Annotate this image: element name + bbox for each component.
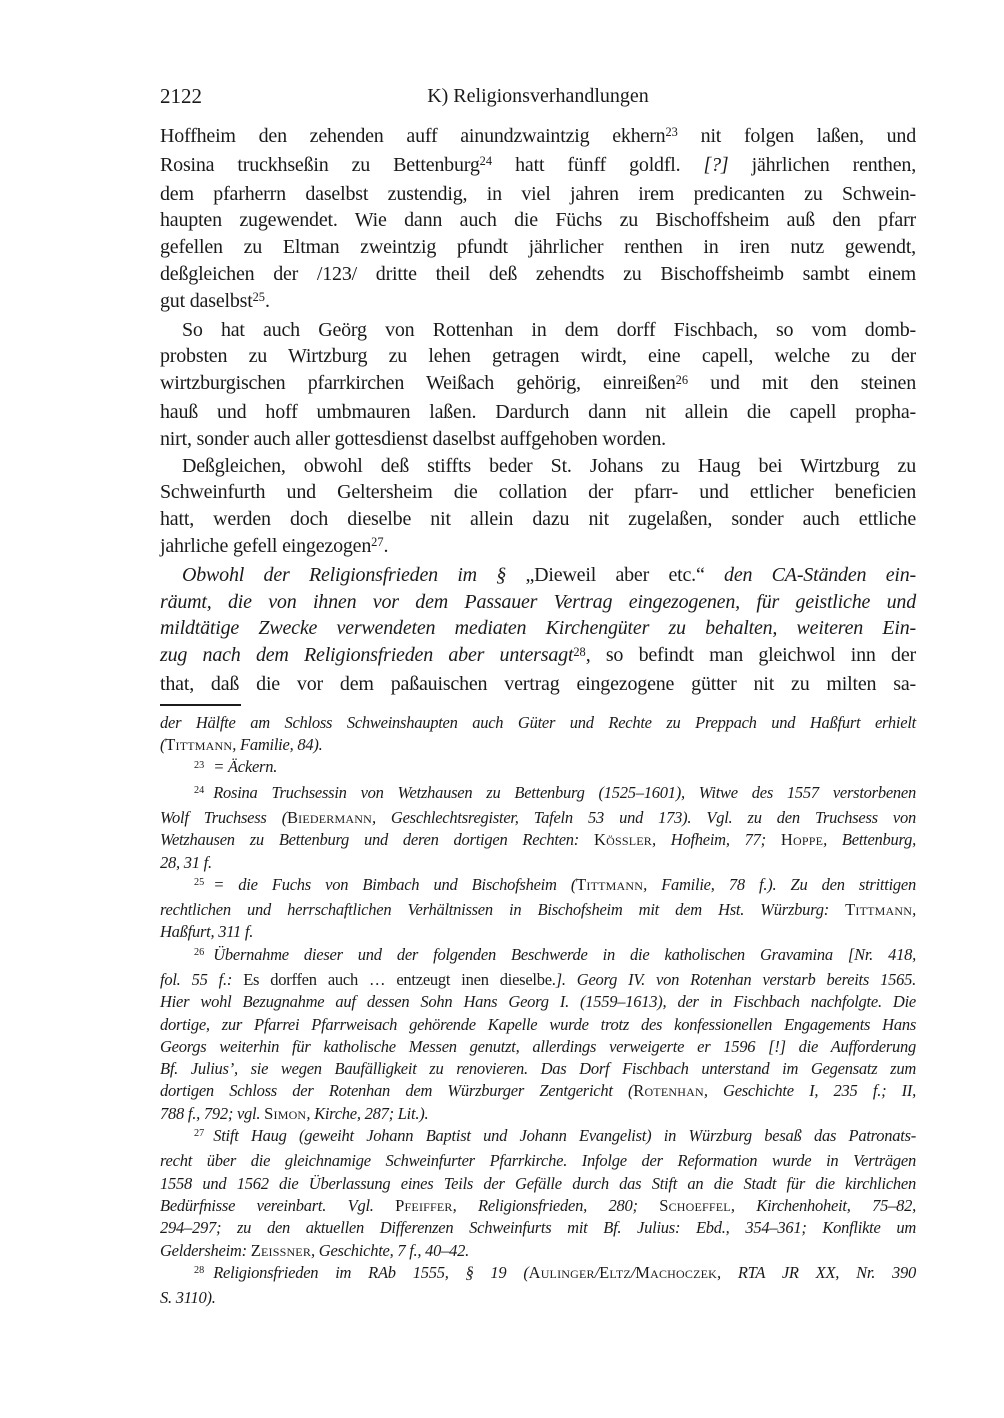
text-run: mildtätige Zwecke verwendeten mediaten Kirchengüter zu behalten, weiteren Ein- bbox=[160, 617, 916, 640]
text-line bbox=[160, 1240, 916, 1262]
footnote-ref: 26 bbox=[675, 372, 689, 387]
footnote-ref: 25 bbox=[252, 290, 265, 305]
footnote-marker: 26 bbox=[194, 947, 205, 959]
text-run: räumt, die von ihnen vor dem Passauer Vertrag eingezogenen, für geistliche und bbox=[160, 590, 916, 613]
author-smallcaps: Tittmann bbox=[576, 874, 644, 894]
text-run: der Hälfte am Schloss Schweinshaupten auch Güter und Rechte zu Preppach und Haßfurt erhielt bbox=[160, 712, 916, 732]
text-run: , Geschlechtsregister, Tafeln 53 und 173). Vgl. zu den Truchsess von bbox=[371, 807, 916, 827]
text-line bbox=[160, 1080, 916, 1102]
text-line bbox=[160, 1036, 916, 1058]
text-run: dem pfarherrn daselbst zustendig, in viel jahren irem predicanten zu Schwein- bbox=[160, 182, 916, 205]
page-number: 2122 bbox=[160, 84, 202, 108]
text-line bbox=[160, 829, 916, 851]
footnote-ref: 24 bbox=[479, 154, 493, 169]
text-line bbox=[160, 370, 916, 399]
text-run: Geldersheim: bbox=[160, 1240, 251, 1260]
text-run: 28, 31 f. bbox=[160, 852, 212, 872]
text-run: = die Fuchs von Bimbach und Bischofsheim ( bbox=[213, 874, 577, 894]
text-run: / bbox=[630, 1262, 636, 1282]
footnote bbox=[160, 712, 916, 757]
text-line bbox=[160, 1014, 916, 1036]
text-line bbox=[160, 1058, 916, 1080]
text-line bbox=[160, 782, 916, 807]
footnote-separator-rule bbox=[160, 704, 241, 706]
text-run: Bf. Julius’, sie wegen Baufälligkeit zu renovieren. Das Dorf Fischbach unterstand im Gegensatz zum bbox=[160, 1059, 916, 1079]
footnote-ref: 23 bbox=[665, 125, 678, 140]
footnote-marker: 24 bbox=[194, 785, 205, 797]
text-line bbox=[160, 899, 916, 921]
text-run: Religionsfrieden im RAb 1555, § 19 ( bbox=[213, 1262, 529, 1282]
text-run: recht über die gleichnamige Schweinfurter Pfarrkirche. Infolge der Reformation wurde in Verträgen bbox=[160, 1151, 916, 1171]
page-header bbox=[160, 84, 916, 108]
text-run: , Kirchenhoheit, 75–82, bbox=[730, 1195, 916, 1215]
text-line bbox=[160, 1103, 916, 1125]
text-line bbox=[160, 969, 916, 991]
text-run: , Kirche, 287; Lit.). bbox=[306, 1103, 429, 1123]
text-run: hatt, werden doch dieselbe nit allein dazu nit zugelaßen, sonder auch ettliche bbox=[160, 508, 916, 531]
text-run: hatt fünff goldfl. bbox=[492, 153, 704, 176]
text-line bbox=[160, 152, 916, 181]
text-line bbox=[160, 123, 916, 152]
text-run: jährlichen renthen, bbox=[728, 153, 916, 176]
footnote-marker: 28 bbox=[194, 1265, 205, 1277]
author-smallcaps: Simon bbox=[264, 1103, 307, 1123]
text-run: probsten zu Wirtzburg zu lehen getragen wirdt, eine capell, welche zu der bbox=[160, 345, 916, 368]
text-run: Bedürfnisse vereinbart. Vgl. bbox=[160, 1195, 396, 1215]
author-smallcaps: Schoeffel bbox=[659, 1195, 731, 1215]
text-line bbox=[160, 234, 916, 261]
text-line bbox=[160, 207, 916, 234]
text-run: den CA-Ständen ein- bbox=[704, 563, 916, 586]
text-line bbox=[160, 479, 916, 506]
text-run: jahrliche gefell eingezogen bbox=[160, 534, 372, 557]
text-run: gefellen zu Eltman zweintzig pfundt jährlicher renthen in iren nutz gewendt, bbox=[160, 236, 916, 259]
text-run: , RTA JR XX, Nr. 390 bbox=[717, 1262, 916, 1282]
text-run: / bbox=[594, 1262, 600, 1282]
text-run: 294–297; zu den aktuellen Differenzen Schweinfurts mit Bf. Julius: Ebd., 354–361; Konflikte um bbox=[160, 1218, 916, 1238]
text-line bbox=[160, 1195, 916, 1217]
text-run: fol. 55 f.: bbox=[160, 970, 244, 989]
author-smallcaps: Eltz bbox=[599, 1262, 631, 1282]
text-run: , Familie, 78 f.). Zu den strittigen bbox=[643, 874, 916, 894]
text-run: hauß und hoff umbmauren laßen. Dardurch dann nit allein die capell propha- bbox=[160, 400, 916, 423]
text-line bbox=[160, 1150, 916, 1172]
text-run: Deßgleichen, obwohl deß stiffts beder St. Johans zu Haug bei Wirtzburg zu bbox=[182, 454, 916, 477]
text-run: zug nach dem Religionsfrieden aber untersagt bbox=[160, 644, 574, 667]
author-smallcaps: Rotenhan bbox=[633, 1081, 704, 1101]
text-line bbox=[160, 712, 916, 734]
text-line bbox=[160, 807, 916, 829]
text-run: . bbox=[383, 534, 389, 557]
text-run: , Bettenburg, bbox=[823, 830, 916, 850]
author-smallcaps: Machoczek bbox=[635, 1262, 718, 1282]
text-line bbox=[160, 1287, 916, 1309]
text-line bbox=[160, 642, 916, 671]
text-run: Stift Haug (geweiht Johann Baptist und Johann Evangelist) in Würzburg besaß das Patronats- bbox=[213, 1126, 916, 1146]
author-smallcaps: Tittmann bbox=[165, 735, 233, 755]
text-line bbox=[160, 1217, 916, 1239]
text-run: dortigen Schloss der Rotenhan dem Würzburger Zentgericht ( bbox=[160, 1081, 634, 1101]
text-run: Übernahme dieser und der folgenden Beschwerde in die katholischen Gravamina [Nr. 418, bbox=[213, 944, 916, 964]
text-line bbox=[160, 506, 916, 533]
footnote-ref: 27 bbox=[371, 535, 384, 550]
text-line bbox=[160, 533, 916, 562]
text-run: Wetzhausen zu Bettenburg und deren dortigen Rechten: bbox=[160, 830, 594, 850]
text-run: und mit den steinen bbox=[688, 372, 917, 395]
text-run: Georgs weiterhin für katholische Messen genutzt, allerdings verweigerte er 1596 [!] die Aufforderung bbox=[160, 1036, 916, 1056]
footnote bbox=[160, 874, 916, 944]
main-text bbox=[160, 123, 916, 698]
footnote-marker: 27 bbox=[194, 1128, 205, 1140]
text-run: 1558 und 1562 die Überlassung eines Teils der Gefälle durch das Stift an die Stadt für die kirchlichen bbox=[160, 1173, 916, 1193]
footnotes-section bbox=[160, 712, 916, 1310]
text-line bbox=[160, 852, 916, 874]
text-line bbox=[160, 734, 916, 756]
text-run: gut daselbst bbox=[160, 289, 253, 312]
text-run: ]. Georg IV. von Rotenhan verstarb bereits 1565. bbox=[555, 970, 916, 989]
text-run: „Dieweil aber etc.“ bbox=[525, 563, 705, 586]
text-run: . bbox=[264, 289, 270, 312]
footnote-marker: 25 bbox=[194, 877, 205, 889]
text-run: haupten zugewendet. Wie dann auch die Füchs zu Bischoffsheim auß den pfarr bbox=[160, 209, 916, 232]
text-run: nirt, sonder auch aller gottesdienst daselbst auffgehoben worden. bbox=[160, 427, 666, 450]
text-run: wirtzburgischen pfarrkirchen Weißach gehörig, einreißen bbox=[160, 372, 676, 395]
text-line bbox=[160, 874, 916, 899]
footnote-ref: 28 bbox=[573, 644, 586, 659]
text-line bbox=[160, 1125, 916, 1150]
text-line bbox=[160, 317, 916, 344]
text-run: = Äckern. bbox=[213, 757, 278, 777]
text-run: rechtlichen und herrschaftlichen Verhältnissen in Bischofsheim mit dem Hst. Würzburg: bbox=[160, 900, 846, 920]
footnote-marker: 23 bbox=[194, 759, 205, 771]
footnote bbox=[160, 1125, 916, 1262]
paragraph bbox=[160, 562, 916, 698]
text-run: Schweinfurth und Geltersheim die collation der pfarr- und ettlicher beneficien bbox=[160, 481, 916, 504]
text-line bbox=[160, 1262, 916, 1287]
footnote bbox=[160, 782, 916, 874]
footnote bbox=[160, 944, 916, 1125]
text-run: , Religionsfrieden, 280; bbox=[452, 1195, 660, 1215]
text-run: , Familie, 84). bbox=[232, 735, 323, 755]
text-line bbox=[160, 615, 916, 642]
text-run: S. 3110). bbox=[160, 1288, 216, 1308]
text-run: ( bbox=[160, 735, 166, 755]
text-line bbox=[160, 589, 916, 616]
author-smallcaps: Hoppe bbox=[780, 830, 824, 850]
footnote bbox=[160, 1262, 916, 1310]
footnote bbox=[160, 756, 916, 781]
text-run: , Hofheim, 77; bbox=[651, 830, 781, 850]
text-run: , Geschichte I, 235 f.; II, bbox=[703, 1081, 916, 1101]
text-run: nit folgen laßen, und bbox=[677, 125, 916, 147]
text-line bbox=[160, 921, 916, 943]
text-line bbox=[160, 399, 916, 426]
author-smallcaps: Biedermann bbox=[286, 807, 372, 827]
text-run: that, daß die vor dem paßauischen vertrag eingezogene gütter nit zu milten sa- bbox=[160, 672, 916, 695]
text-run: , so befindt man gleichwol inn der bbox=[585, 644, 916, 667]
text-run: [?] bbox=[703, 153, 729, 176]
text-line bbox=[160, 562, 916, 589]
text-run: Obwohl der Religionsfrieden im § bbox=[182, 563, 526, 586]
text-run: Hier wohl Bezugnahme auf dessen Sohn Hans Georg I. (1559–1613), der in Fischbach nachfolgte. Die bbox=[160, 992, 916, 1012]
text-run: Haßfurt, 311 f. bbox=[160, 922, 254, 942]
text-line bbox=[160, 343, 916, 370]
text-run: Hoffheim den zehenden auff ainundzwaintzig ekhern bbox=[160, 125, 666, 147]
text-line bbox=[160, 991, 916, 1013]
text-line bbox=[160, 261, 916, 288]
text-run: dortige, zur Pfarrei Pfarrweisach gehörende Kapelle wurde trotz des konfessionellen Engagements Hans bbox=[160, 1014, 916, 1034]
text-run: 788 f., 792; vgl. bbox=[160, 1103, 265, 1123]
text-run: So hat auch Geörg von Rottenhan in dem dorff Fischbach, so vom domb- bbox=[182, 318, 916, 341]
text-run: Rosina Truchsessin von Wetzhausen zu Bettenburg (1525–1601), Witwe des 1557 verstorbenen bbox=[213, 782, 916, 802]
text-run: Wolf Truchsess ( bbox=[160, 807, 287, 827]
author-smallcaps: Aulinger bbox=[528, 1262, 595, 1282]
author-smallcaps: Pfeiffer bbox=[395, 1195, 453, 1215]
paragraph bbox=[160, 123, 916, 317]
text-line bbox=[160, 181, 916, 208]
text-line bbox=[160, 426, 916, 453]
running-title: K) Religionsverhandlungen bbox=[427, 85, 649, 107]
text-line bbox=[160, 756, 916, 781]
text-line bbox=[160, 453, 916, 480]
text-run: , bbox=[912, 900, 916, 920]
text-line bbox=[160, 1173, 916, 1195]
text-run: , Geschichte, 7 f., 40–42. bbox=[311, 1240, 470, 1260]
text-line bbox=[160, 671, 916, 698]
paragraph bbox=[160, 453, 916, 562]
paragraph bbox=[160, 317, 916, 453]
text-run: Rosina truckhseßin zu Bettenburg bbox=[160, 153, 480, 176]
text-line bbox=[160, 944, 916, 969]
author-smallcaps: Tittmann bbox=[845, 900, 913, 920]
text-line bbox=[160, 288, 916, 317]
author-smallcaps: Zeissner bbox=[250, 1240, 312, 1260]
text-run: deßgleichen der /123/ dritte theil deß zehendts zu Bischoffsheimb sambt einem bbox=[160, 262, 916, 285]
text-run: Es dorffen auch … entzeugt inen dieselbe. bbox=[243, 970, 556, 989]
author-smallcaps: Kössler bbox=[593, 830, 652, 850]
